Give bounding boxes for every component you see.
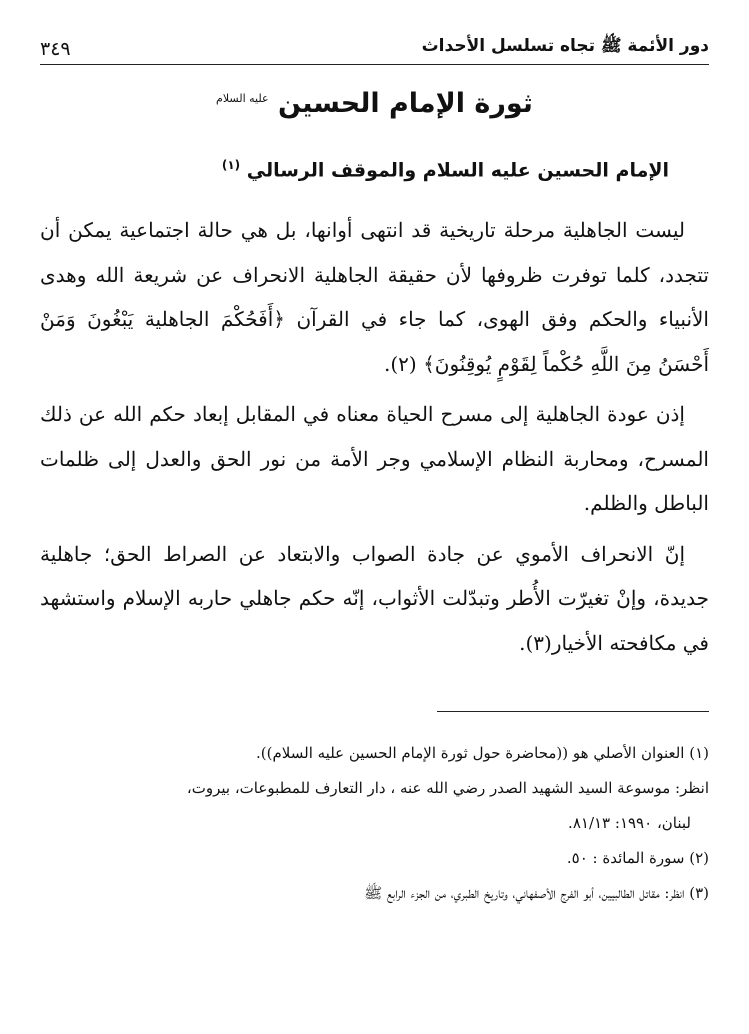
footnote-divider (437, 711, 709, 712)
footnotes (40, 736, 709, 911)
paragraph-1: ليست الجاهلية مرحلة تاريخية قد انتهى أوانها، بل هي حالة اجتماعية يمكن أن تتجدد، كلما توفرت ظروفها لأن حقيقة الجاهلية الانحراف عن شريعة الله وهدى الأنبياء والحكم وفق الهوى، كما جاء في القرآن ﴿أَفَحُكْمَ الجاهلية يَبْغُونَ وَمَنْ أَحْسَنُ مِنَ اللَّهِ حُكْماً لِقَوْمٍ يُوقِنُونَ﴾ (٢). (40, 218, 709, 376)
chapter-title: ثورة الإمام الحسين (277, 88, 533, 119)
running-title: دور الأئمة ﷺ تجاه تسلسل الأحداث (421, 36, 709, 56)
paragraph-2: إذن عودة الجاهلية إلى مسرح الحياة معناه في المقابل إبعاد حكم الله عن ذلك المسرح، ومحاربة النظام الإسلامي وجر الأمة من نور الحق والعدل إلى ظلمات الباطل والظلم. (40, 402, 709, 515)
chapter-honorific: عليه السلام (216, 92, 269, 105)
body-text (40, 208, 709, 671)
footnote-1-source: انظر: موسوعة السيد الشهيد الصدر رضي الله عنه ، دار التعارف للمطبوعات، بيروت، (186, 779, 709, 797)
section-title: الإمام الحسين عليه السلام والموقف الرسالي (246, 159, 669, 182)
running-header (40, 26, 709, 65)
chapter-heading (0, 88, 749, 119)
section-footnote-ref: (١) (221, 158, 241, 172)
footnote-2: (٢) سورة المائدة : ٥٠. (566, 849, 709, 867)
footnote-1-source-cont: لبنان، ١٩٩٠: ٨١/١٣. (568, 814, 691, 832)
section-heading (222, 158, 669, 181)
footnote-3: (٣) انظر: مقاتل الطالبيين، أبو الفرج الأصفهاني، وتاريخ الطبري، من الجزء الرابع ﷺ (364, 884, 709, 902)
page-number: ٣٤٩ (40, 38, 71, 60)
footnote-1: (١) العنوان الأصلي هو ((محاضرة حول ثورة الإمام الحسين عليه السلام)). (256, 744, 709, 762)
paragraph-3: إنّ الانحراف الأموي عن جادة الصواب والابتعاد عن الصراط الحق؛ جاهلية جديدة، وإنْ تغيرّت الأُطر وتبدّلت الأثواب، إنّه حكم جاهلي حاربه الإسلام واستشهد في مكافحته الأخيار(٣). (40, 541, 709, 655)
